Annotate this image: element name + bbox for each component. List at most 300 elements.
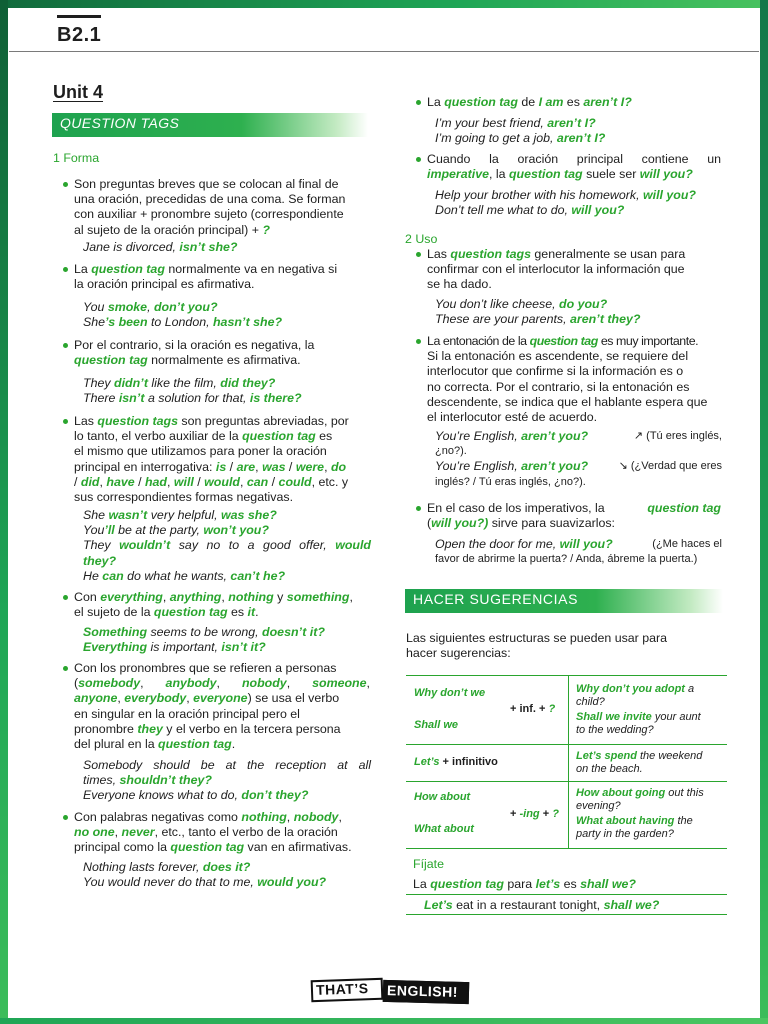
example-line — [435, 312, 640, 327]
unit-title: Unit 4 — [53, 82, 104, 102]
forma-p5 — [74, 590, 370, 620]
term: ’s been — [105, 315, 148, 330]
tag: won’t you? — [203, 523, 269, 538]
aux: had — [144, 474, 167, 489]
tag: shouldn’t they? — [119, 773, 212, 788]
text-span: ( — [427, 516, 432, 531]
term: can — [102, 568, 124, 583]
text-span: Everyone knows what to do, — [83, 788, 242, 803]
tag: doesn’t it? — [262, 625, 325, 639]
question-mark: ? — [548, 703, 556, 715]
example-line — [83, 860, 326, 875]
text-line — [427, 167, 721, 182]
uso-p1 — [427, 247, 721, 293]
term: someone — [312, 676, 367, 691]
text-span: He — [83, 568, 103, 583]
table-rule — [406, 675, 727, 676]
bullet — [63, 666, 68, 671]
term: something — [286, 590, 350, 604]
text-span: a — [684, 683, 695, 695]
text-span: Nothing lasts forever, — [83, 860, 203, 874]
text-span: I’m going to get a job, — [435, 131, 557, 146]
aux: was — [262, 459, 286, 474]
tag: don’t they? — [241, 788, 309, 803]
text-span: el sujeto de la — [74, 605, 154, 620]
text-line: anyone, everybody, everyone) se usa el verbo — [74, 691, 340, 706]
sep: / — [285, 459, 296, 474]
structure-formula — [510, 808, 559, 821]
sep: / — [74, 474, 81, 489]
tag: aren’t you? — [521, 459, 589, 474]
example-line — [83, 625, 325, 640]
text-span: , etc. y — [311, 474, 349, 489]
tag: will you?) — [431, 516, 489, 531]
example-line — [435, 297, 640, 312]
term: -ing — [519, 808, 540, 820]
text-span: be at the party, — [114, 523, 204, 538]
example-line — [83, 788, 371, 803]
text-line: descendente, se indica que el hablante espera que — [427, 394, 708, 409]
example — [435, 537, 722, 567]
text-span: es — [227, 605, 248, 620]
structure-formula — [510, 703, 555, 716]
tag: shall we? — [580, 877, 636, 891]
text-line — [74, 262, 370, 277]
example-line — [83, 538, 371, 553]
bullet — [416, 252, 421, 257]
example-line — [576, 711, 726, 724]
text-line: la oración principal es afirmativa. — [74, 277, 255, 292]
aux: were — [295, 459, 325, 474]
text-span: your aunt — [651, 711, 701, 723]
example-line — [83, 569, 371, 584]
aux: have — [106, 474, 135, 489]
term: How about going — [576, 787, 666, 799]
forma-p2 — [74, 262, 370, 292]
text-line — [74, 605, 370, 620]
bullet — [63, 419, 68, 424]
text-span: Don’t tell me what to do, — [435, 203, 572, 218]
tag: does it? — [202, 860, 251, 874]
text-span: You — [83, 523, 105, 538]
text-line: no correcta. Por el contrario, si la entonación es — [427, 379, 690, 394]
sep: / — [193, 474, 205, 489]
sep: / — [268, 474, 279, 489]
term: wouldn’t — [119, 538, 171, 553]
term: question tag — [647, 501, 721, 515]
aux: did — [80, 474, 100, 489]
text-span: La — [74, 262, 92, 276]
text-span: es — [563, 95, 584, 109]
logo-text: THAT’S — [315, 980, 369, 998]
example-line — [83, 773, 371, 788]
text-line: con auxiliar + pronombre sujeto (correspondiente — [74, 207, 344, 222]
header-rule — [9, 51, 759, 52]
term: never — [121, 825, 155, 840]
text-line — [74, 429, 370, 444]
term: no one — [74, 825, 115, 840]
fijate-heading: Fíjate — [413, 857, 444, 871]
structure: What about — [414, 823, 474, 835]
term: everybody — [124, 691, 187, 706]
example-line — [83, 391, 302, 406]
text-span: La entonación de la — [427, 334, 530, 348]
term: somebody — [78, 676, 141, 691]
text-span: normalmente es afirmativa. — [147, 353, 301, 368]
text-line — [74, 414, 370, 429]
translation: ↘ (¿Verdad que eres — [618, 460, 722, 473]
tag: will you? — [571, 203, 625, 218]
logo-text: ENGLISH! — [386, 982, 459, 1000]
text-span: + — [539, 808, 553, 820]
example-line: on the beach. — [576, 763, 643, 775]
example — [83, 758, 371, 804]
text-span: es — [315, 429, 333, 444]
fijate-rule — [413, 877, 636, 892]
text-span: + infinitivo — [439, 756, 498, 768]
term: imperative — [427, 167, 489, 182]
example-line — [83, 875, 326, 890]
text-line: Con palabras negativas como nothing, nobody, — [74, 810, 342, 824]
example-line: child? — [576, 696, 605, 708]
fijate-example — [424, 898, 659, 913]
text-line — [427, 501, 721, 516]
term: question tag — [158, 737, 232, 752]
text-span: eat in a restaurant tonight, — [452, 898, 604, 912]
term: Let’s spend — [576, 750, 637, 762]
tag: hasn’t she? — [212, 315, 283, 330]
text-line: no one, never, etc., tanto el verbo de la oración — [74, 825, 338, 840]
tag: shall we? — [603, 898, 660, 912]
term: let’s — [535, 877, 561, 891]
term: question tag — [153, 605, 228, 620]
tag: aren’t I? — [556, 131, 606, 146]
text-span: ) se usa el verbo — [247, 691, 340, 706]
text-span: , — [147, 300, 154, 314]
text-span: a solution for that, — [144, 391, 250, 406]
example-line — [435, 203, 696, 218]
forma-p9 — [427, 152, 721, 182]
bullet — [416, 157, 421, 162]
aux: is — [215, 459, 227, 474]
text-line: principal en interrogativa: is / are, was / were, do — [74, 459, 347, 474]
text-span: do what he wants, — [123, 568, 231, 583]
text-line — [427, 334, 721, 349]
uso-p2 — [427, 334, 721, 425]
level-bar — [57, 15, 101, 18]
text-span: y el verbo en la tercera persona — [162, 721, 341, 736]
term: smoke — [107, 300, 148, 314]
example-line: to the wedding? — [576, 724, 654, 736]
text-span: is important, — [147, 640, 222, 655]
term: nobody — [293, 810, 339, 824]
forma-p4 — [74, 414, 370, 505]
tag: aren’t you? — [521, 429, 589, 443]
example-line — [576, 750, 726, 763]
text-span: + — [510, 808, 520, 820]
term: wasn’t — [108, 508, 148, 522]
example — [435, 116, 605, 146]
example-line — [576, 683, 726, 696]
bullet — [63, 267, 68, 272]
example-line: evening? — [576, 800, 621, 812]
aux: can — [246, 474, 269, 489]
text-span: para — [503, 877, 536, 891]
question-mark: ? — [262, 222, 270, 237]
example — [83, 860, 326, 890]
bullet — [416, 339, 421, 344]
example-line — [435, 188, 696, 203]
text-line: / did, have / had, will / would, can / could, etc. y — [74, 474, 349, 489]
term: nothing — [228, 590, 274, 604]
term: I am — [538, 95, 564, 109]
tag: don’t you? — [153, 300, 218, 314]
uso-p3 — [427, 501, 721, 531]
example-line — [83, 376, 302, 391]
example-line — [435, 131, 605, 146]
term: Everything — [83, 640, 148, 655]
table-rule — [406, 781, 727, 782]
question-mark: ? — [552, 808, 559, 820]
example — [435, 297, 640, 327]
text-line: Con everything, anything, nothing y something, — [74, 590, 353, 604]
text-span: pronombre — [74, 721, 138, 736]
text-span: very helpful, — [147, 508, 221, 522]
term: question tag — [242, 429, 316, 444]
term: didn’t — [114, 376, 148, 390]
text-span: Las — [427, 247, 451, 261]
right-edge — [760, 0, 768, 1024]
translation: favor de abrirme la puerta? / Anda, ábreme la puerta.) — [435, 553, 698, 566]
aux: do — [330, 459, 347, 474]
text-line: Por el contrario, si la oración es negativa, la — [74, 338, 315, 352]
tag: do you? — [559, 297, 608, 311]
text-span: She — [83, 315, 106, 330]
hacer-sugerencias-heading: HACER SUGERENCIAS — [405, 589, 723, 613]
text-line: sus correspondientes formas negativas. — [74, 490, 294, 505]
text-span: La — [427, 95, 445, 109]
text-line — [74, 353, 370, 368]
structure: Why don’t we — [414, 687, 486, 699]
text-span: You would never do that to me, — [83, 875, 258, 890]
text-span: , la — [488, 167, 509, 182]
text-span: suele ser — [582, 167, 640, 182]
text-span: Help your brother with his homework, — [435, 188, 643, 202]
table-rule — [406, 848, 727, 849]
text-span: They — [83, 538, 120, 553]
text-span: generalmente se usan para — [530, 247, 686, 261]
tag: can’t he? — [230, 568, 286, 583]
aux: would — [204, 474, 240, 489]
term: Let’s — [424, 898, 453, 912]
text-line: Las siguientes estructuras se pueden usar para — [406, 631, 668, 645]
tag: aren’t I? — [583, 95, 632, 109]
text-span: . — [231, 737, 236, 752]
text-line — [427, 247, 721, 262]
term: question tag — [444, 95, 518, 109]
text-span: En el caso de los imperativos, la — [427, 501, 605, 515]
text-span: es muy importante. — [597, 334, 699, 348]
aux: are — [236, 459, 256, 474]
example-line: Somebody should be at the reception at all — [83, 758, 371, 772]
bullet — [63, 815, 68, 820]
example-line: party in the garden? — [576, 828, 674, 840]
text-span: Las — [74, 414, 98, 428]
fijate-rule-line — [406, 894, 727, 895]
term: nobody — [241, 676, 287, 691]
example-line — [83, 300, 282, 315]
text-span: seems to be wrong, — [147, 625, 263, 639]
table-rule — [406, 744, 727, 745]
example-line — [435, 429, 722, 444]
text-line: el mismo que utilizamos para poner la oración — [74, 444, 327, 459]
bullet — [416, 100, 421, 105]
text-line: Son preguntas breves que se colocan al final de — [74, 177, 339, 191]
text-span: You don’t like cheese, — [435, 297, 559, 311]
tag: will you? — [642, 188, 696, 202]
example — [83, 508, 371, 584]
tag: will you? — [639, 167, 693, 182]
text-span: normalmente va en negativa si — [164, 262, 338, 276]
text-line: una oración, precedidas de una coma. Se forman — [74, 192, 346, 207]
text-span: times, — [83, 773, 120, 788]
term: Let’s — [414, 756, 440, 768]
term: anybody — [165, 676, 217, 691]
uso-heading: 2 Uso — [405, 232, 438, 246]
example-line — [83, 508, 371, 523]
text-line: (somebody, anybody, nobody, someone, — [74, 676, 370, 691]
example — [83, 376, 302, 406]
example-text: Jane is divorced, — [83, 240, 180, 254]
text-line: Cuando la oración principal contiene un — [427, 152, 721, 166]
text-span: They — [83, 376, 114, 390]
example-line — [576, 815, 726, 828]
example — [83, 300, 282, 330]
tag: aren’t I? — [547, 116, 596, 130]
text-span: y — [273, 590, 287, 604]
term: isn’t — [118, 391, 145, 406]
term: question tags — [450, 247, 531, 261]
translation: (¿Me haces el — [652, 538, 722, 550]
translation: ↗ (Tú eres inglés, — [633, 430, 722, 442]
text-span: , etc., tanto el verbo de la oración — [154, 825, 338, 840]
question-tags-heading: QUESTION TAGS — [52, 113, 368, 137]
text-span: say no to a good offer, — [170, 538, 336, 553]
tag: isn’t she? — [179, 240, 238, 254]
translation: inglés? / Tú eras inglés, ¿no?). — [435, 475, 586, 488]
example — [83, 625, 325, 655]
sep: / — [134, 474, 145, 489]
term: ’ll — [104, 523, 115, 538]
text-line — [74, 840, 370, 855]
aux: will — [173, 474, 194, 489]
sugerencias-intro — [406, 631, 722, 661]
text-line: confirmar con el interlocutor la información que — [427, 262, 685, 277]
text-line — [74, 737, 370, 752]
term: they — [137, 721, 163, 736]
forma-p1 — [74, 177, 370, 238]
term: everything — [100, 590, 163, 604]
bottom-edge — [0, 1018, 768, 1024]
tag: was she? — [221, 508, 277, 522]
text-span: del plural en la — [74, 737, 159, 752]
tag: did they? — [220, 376, 276, 390]
top-edge — [0, 0, 768, 8]
text-span: You’re English, — [435, 429, 522, 443]
term: question tag — [508, 167, 583, 182]
forma-p3 — [74, 338, 370, 368]
text-span: van en afirmativas. — [244, 840, 352, 855]
term: question tag — [529, 334, 598, 348]
text-span: You’re English, — [435, 459, 522, 474]
term: question tags — [97, 414, 178, 428]
forma-heading: 1 Forma — [53, 151, 100, 165]
left-edge — [0, 0, 8, 1024]
text-line: Con los pronombres que se refieren a personas — [74, 661, 337, 675]
text-span: out this — [665, 787, 704, 799]
term: question tag — [91, 262, 165, 276]
text-span: principal como la — [74, 840, 171, 855]
text-span: You — [83, 300, 108, 314]
text-span: es — [560, 877, 581, 891]
term: everyone — [193, 691, 248, 706]
tag: aren’t they? — [570, 312, 641, 327]
forma-p7 — [74, 810, 370, 856]
text-line: interlocutor que confirme si la información es o — [427, 364, 684, 379]
tag: will you? — [559, 537, 613, 551]
text-span: She — [83, 508, 109, 522]
term: anything — [169, 590, 222, 604]
tag: would — [335, 538, 371, 553]
example — [83, 240, 237, 255]
example-line — [83, 523, 371, 538]
tag: would you? — [257, 875, 327, 890]
bullet — [63, 343, 68, 348]
example-line — [435, 537, 722, 552]
text-span: sirve para suavizarlos: — [488, 516, 615, 531]
bullet — [416, 506, 421, 511]
term: anyone — [74, 691, 118, 706]
text-span: These are your parents, — [435, 312, 570, 327]
level-label: B2.1 — [57, 24, 102, 46]
structure — [414, 756, 498, 769]
text-span: . — [255, 605, 259, 620]
text-line: el interlocutor esté de acuerdo. — [427, 410, 598, 425]
text-span: There — [83, 391, 119, 406]
text-span: son preguntas abreviadas, por — [177, 414, 349, 428]
example — [435, 429, 722, 490]
fijate-rule-line — [406, 914, 727, 915]
text-line — [427, 516, 721, 531]
bullet — [63, 182, 68, 187]
example — [435, 188, 696, 218]
thats-english-logo — [311, 979, 469, 1005]
term: nothing — [241, 810, 287, 824]
term: it — [247, 605, 256, 620]
text-span: al sujeto de la oración principal) + — [74, 222, 263, 237]
text-span: principal en interrogativa: — [74, 459, 216, 474]
sep: / — [226, 459, 237, 474]
example-line — [576, 787, 726, 800]
text-span: Con palabras negativas como — [74, 810, 242, 824]
text-span: Open the door for me, — [435, 537, 560, 551]
term: question tag — [430, 877, 504, 891]
structure: How about — [414, 791, 471, 803]
table-example — [576, 683, 726, 737]
tag: is there? — [249, 391, 302, 406]
text-span: Con — [74, 590, 101, 604]
example-line — [435, 116, 605, 131]
